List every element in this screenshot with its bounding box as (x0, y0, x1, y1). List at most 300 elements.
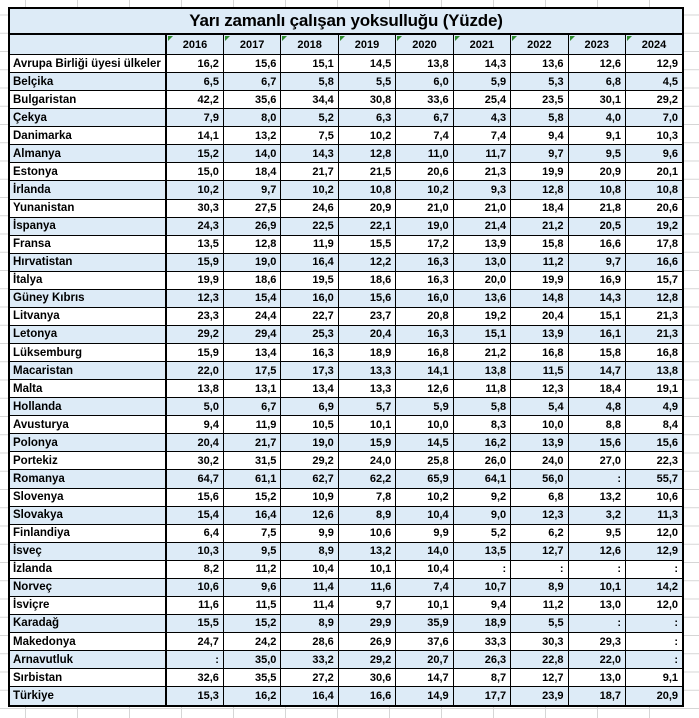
value-cell[interactable]: 18,6 (338, 271, 395, 289)
value-cell[interactable]: 9,4 (511, 127, 568, 145)
value-cell[interactable]: 30,8 (338, 91, 395, 109)
value-cell[interactable]: 12,8 (338, 145, 395, 163)
value-cell[interactable]: 15,8 (568, 344, 625, 362)
value-cell[interactable]: 12,6 (281, 506, 338, 524)
country-cell[interactable]: Malta (9, 380, 166, 398)
value-cell[interactable]: : (166, 651, 223, 669)
value-cell[interactable]: 10,4 (396, 560, 453, 578)
value-cell[interactable]: 4,8 (568, 398, 625, 416)
value-cell[interactable]: 23,5 (511, 91, 568, 109)
value-cell[interactable]: 9,6 (223, 578, 280, 596)
country-cell[interactable]: Almanya (9, 145, 166, 163)
country-cell[interactable]: İtalya (9, 271, 166, 289)
value-cell[interactable]: 24,6 (281, 199, 338, 217)
value-cell[interactable]: 14,1 (396, 362, 453, 380)
value-cell[interactable]: 19,0 (223, 253, 280, 271)
value-cell[interactable]: 32,6 (166, 669, 223, 687)
value-cell[interactable]: 23,7 (338, 307, 395, 325)
value-cell[interactable]: 11,2 (511, 596, 568, 614)
value-cell[interactable]: 16,2 (453, 434, 510, 452)
country-cell[interactable]: Çekya (9, 109, 166, 127)
value-cell[interactable]: 26,9 (338, 633, 395, 651)
value-cell[interactable]: 18,9 (338, 344, 395, 362)
value-cell[interactable]: 4,9 (626, 398, 684, 416)
value-cell[interactable]: 13,3 (338, 362, 395, 380)
value-cell[interactable]: 12,3 (511, 506, 568, 524)
value-cell[interactable]: 16,0 (396, 289, 453, 307)
value-cell[interactable]: 15,8 (511, 235, 568, 253)
value-cell[interactable]: 9,7 (223, 181, 280, 199)
value-cell[interactable]: 10,0 (396, 416, 453, 434)
country-cell[interactable]: İspanya (9, 217, 166, 235)
value-cell[interactable]: 20,6 (396, 163, 453, 181)
value-cell[interactable]: 6,9 (281, 398, 338, 416)
value-cell[interactable]: 9,0 (453, 506, 510, 524)
value-cell[interactable]: 12,8 (626, 289, 684, 307)
country-cell[interactable]: Polonya (9, 434, 166, 452)
value-cell[interactable]: 27,0 (568, 452, 625, 470)
value-cell[interactable]: 24,3 (166, 217, 223, 235)
value-cell[interactable]: 17,3 (281, 362, 338, 380)
value-cell[interactable]: 17,2 (396, 235, 453, 253)
year-header-2024[interactable] (626, 34, 684, 55)
value-cell[interactable]: 62,2 (338, 470, 395, 488)
value-cell[interactable]: 18,4 (568, 380, 625, 398)
value-cell[interactable]: 16,3 (396, 271, 453, 289)
value-cell[interactable]: 10,8 (568, 181, 625, 199)
country-cell[interactable]: Lüksemburg (9, 344, 166, 362)
value-cell[interactable]: 37,6 (396, 633, 453, 651)
country-cell[interactable]: İzlanda (9, 560, 166, 578)
value-cell[interactable]: 11,2 (223, 560, 280, 578)
country-cell[interactable]: Bulgaristan (9, 91, 166, 109)
value-cell[interactable]: 14,5 (396, 434, 453, 452)
value-cell[interactable]: 10,1 (338, 560, 395, 578)
value-cell[interactable]: 19,5 (281, 271, 338, 289)
value-cell[interactable]: 12,7 (511, 669, 568, 687)
country-cell[interactable]: Litvanya (9, 307, 166, 325)
value-cell[interactable]: 21,2 (453, 344, 510, 362)
country-cell[interactable]: Macaristan (9, 362, 166, 380)
value-cell[interactable]: 16,4 (223, 506, 280, 524)
value-cell[interactable]: 16,9 (568, 271, 625, 289)
value-cell[interactable]: 4,0 (568, 109, 625, 127)
value-cell[interactable]: 16,8 (511, 344, 568, 362)
year-header-2017[interactable] (223, 34, 280, 55)
value-cell[interactable]: 22,0 (568, 651, 625, 669)
value-cell[interactable]: 7,5 (223, 524, 280, 542)
value-cell[interactable]: 30,3 (511, 633, 568, 651)
value-cell[interactable]: 13,8 (626, 362, 684, 380)
value-cell[interactable]: 5,5 (511, 614, 568, 632)
value-cell[interactable]: 3,2 (568, 506, 625, 524)
value-cell[interactable]: 22,3 (626, 452, 684, 470)
value-cell[interactable]: 4,5 (626, 73, 684, 91)
country-cell[interactable]: Hırvatistan (9, 253, 166, 271)
value-cell[interactable]: 9,4 (166, 416, 223, 434)
value-cell[interactable]: 10,3 (166, 542, 223, 560)
value-cell[interactable]: 24,2 (223, 633, 280, 651)
value-cell[interactable]: 35,6 (223, 91, 280, 109)
value-cell[interactable]: 29,2 (626, 91, 684, 109)
value-cell[interactable]: : (453, 560, 510, 578)
value-cell[interactable]: 33,2 (281, 651, 338, 669)
value-cell[interactable]: 15,6 (166, 488, 223, 506)
value-cell[interactable]: 16,0 (281, 289, 338, 307)
value-cell[interactable]: 15,1 (568, 307, 625, 325)
value-cell[interactable]: 10,2 (166, 181, 223, 199)
value-cell[interactable]: 21,3 (453, 163, 510, 181)
country-cell[interactable]: Estonya (9, 163, 166, 181)
value-cell[interactable]: 29,3 (568, 633, 625, 651)
value-cell[interactable]: 61,1 (223, 470, 280, 488)
value-cell[interactable]: 14,9 (396, 687, 453, 706)
value-cell[interactable]: 13,2 (568, 488, 625, 506)
country-cell[interactable]: Slovakya (9, 506, 166, 524)
value-cell[interactable]: 14,2 (626, 578, 684, 596)
value-cell[interactable]: 14,7 (396, 669, 453, 687)
value-cell[interactable]: 15,1 (281, 55, 338, 73)
value-cell[interactable]: 10,4 (281, 560, 338, 578)
value-cell[interactable]: 64,7 (166, 470, 223, 488)
value-cell[interactable]: 17,8 (626, 235, 684, 253)
value-cell[interactable]: 10,4 (396, 506, 453, 524)
value-cell[interactable]: 15,6 (626, 434, 684, 452)
value-cell[interactable]: 10,2 (281, 181, 338, 199)
value-cell[interactable]: 30,2 (166, 452, 223, 470)
value-cell[interactable]: 13,2 (223, 127, 280, 145)
value-cell[interactable]: 21,8 (568, 199, 625, 217)
value-cell[interactable]: 10,5 (281, 416, 338, 434)
value-cell[interactable]: 10,8 (626, 181, 684, 199)
value-cell[interactable]: : (511, 560, 568, 578)
value-cell[interactable]: 9,1 (626, 669, 684, 687)
value-cell[interactable]: 6,8 (511, 488, 568, 506)
value-cell[interactable]: 19,0 (281, 434, 338, 452)
value-cell[interactable]: 10,2 (338, 127, 395, 145)
value-cell[interactable]: 5,2 (453, 524, 510, 542)
value-cell[interactable]: 26,0 (453, 452, 510, 470)
value-cell[interactable]: 13,6 (511, 55, 568, 73)
country-cell[interactable]: İsveç (9, 542, 166, 560)
value-cell[interactable]: 10,2 (396, 181, 453, 199)
value-cell[interactable]: 13,4 (223, 344, 280, 362)
country-cell[interactable]: Fransa (9, 235, 166, 253)
value-cell[interactable]: 33,6 (396, 91, 453, 109)
value-cell[interactable]: 29,2 (166, 325, 223, 343)
value-cell[interactable]: 5,0 (166, 398, 223, 416)
value-cell[interactable]: 13,9 (511, 434, 568, 452)
value-cell[interactable]: 22,0 (166, 362, 223, 380)
value-cell[interactable]: 25,3 (281, 325, 338, 343)
value-cell[interactable]: 5,9 (453, 73, 510, 91)
value-cell[interactable]: 24,0 (511, 452, 568, 470)
value-cell[interactable]: 18,4 (223, 163, 280, 181)
value-cell[interactable]: 11,7 (453, 145, 510, 163)
value-cell[interactable]: 11,3 (626, 506, 684, 524)
value-cell[interactable]: 12,8 (223, 235, 280, 253)
value-cell[interactable]: 9,7 (338, 596, 395, 614)
value-cell[interactable]: 22,8 (511, 651, 568, 669)
year-header-2018[interactable] (281, 34, 338, 55)
value-cell[interactable]: 21,5 (338, 163, 395, 181)
value-cell[interactable]: 9,3 (453, 181, 510, 199)
value-cell[interactable]: 65,9 (396, 470, 453, 488)
value-cell[interactable]: 20,8 (396, 307, 453, 325)
country-cell[interactable]: Yunanistan (9, 199, 166, 217)
value-cell[interactable]: 10,1 (396, 596, 453, 614)
value-cell[interactable]: 14,3 (568, 289, 625, 307)
year-header-2021[interactable] (453, 34, 510, 55)
value-cell[interactable]: 9,5 (223, 542, 280, 560)
value-cell[interactable]: 11,5 (223, 596, 280, 614)
country-cell[interactable]: Sırbistan (9, 669, 166, 687)
value-cell[interactable]: 26,3 (453, 651, 510, 669)
value-cell[interactable]: 20,7 (396, 651, 453, 669)
year-header-2020[interactable] (396, 34, 453, 55)
country-cell[interactable]: Güney Kıbrıs (9, 289, 166, 307)
value-cell[interactable]: 20,9 (626, 687, 684, 706)
value-cell[interactable]: 12,3 (511, 380, 568, 398)
value-cell[interactable]: 11,4 (281, 596, 338, 614)
value-cell[interactable]: 7,9 (166, 109, 223, 127)
value-cell[interactable]: 15,7 (626, 271, 684, 289)
value-cell[interactable]: 8,9 (338, 506, 395, 524)
value-cell[interactable]: 11,9 (281, 235, 338, 253)
value-cell[interactable]: 13,3 (338, 380, 395, 398)
value-cell[interactable]: 15,0 (166, 163, 223, 181)
country-cell[interactable]: Finlandiya (9, 524, 166, 542)
country-cell[interactable]: Norveç (9, 578, 166, 596)
country-cell[interactable]: Arnavutluk (9, 651, 166, 669)
value-cell[interactable]: 5,2 (281, 109, 338, 127)
value-cell[interactable]: 10,7 (453, 578, 510, 596)
value-cell[interactable]: 33,3 (453, 633, 510, 651)
value-cell[interactable]: 11,6 (338, 578, 395, 596)
value-cell[interactable]: 12,6 (568, 542, 625, 560)
value-cell[interactable]: : (626, 614, 684, 632)
value-cell[interactable]: 34,4 (281, 91, 338, 109)
value-cell[interactable]: 20,0 (453, 271, 510, 289)
value-cell[interactable]: 15,9 (338, 434, 395, 452)
value-cell[interactable]: 5,3 (511, 73, 568, 91)
value-cell[interactable]: 35,0 (223, 651, 280, 669)
corner-cell[interactable] (9, 34, 166, 55)
value-cell[interactable]: 27,2 (281, 669, 338, 687)
value-cell[interactable]: 9,5 (568, 524, 625, 542)
country-cell[interactable]: Avusturya (9, 416, 166, 434)
value-cell[interactable]: 14,0 (223, 145, 280, 163)
value-cell[interactable]: 10,1 (568, 578, 625, 596)
value-cell[interactable]: 5,8 (453, 398, 510, 416)
value-cell[interactable]: 15,3 (166, 687, 223, 706)
value-cell[interactable]: 9,2 (453, 488, 510, 506)
value-cell[interactable]: 5,7 (338, 398, 395, 416)
value-cell[interactable]: 8,4 (626, 416, 684, 434)
value-cell[interactable]: 6,3 (338, 109, 395, 127)
country-cell[interactable]: Letonya (9, 325, 166, 343)
value-cell[interactable]: 19,9 (166, 271, 223, 289)
value-cell[interactable]: 10,8 (338, 181, 395, 199)
value-cell[interactable]: 20,5 (568, 217, 625, 235)
value-cell[interactable]: 8,3 (453, 416, 510, 434)
value-cell[interactable]: 5,9 (396, 398, 453, 416)
value-cell[interactable]: 12,3 (166, 289, 223, 307)
country-cell[interactable]: Türkiye (9, 687, 166, 706)
value-cell[interactable]: 14,3 (281, 145, 338, 163)
value-cell[interactable]: 7,4 (396, 578, 453, 596)
value-cell[interactable]: 9,1 (568, 127, 625, 145)
value-cell[interactable]: 6,4 (166, 524, 223, 542)
value-cell[interactable]: 4,3 (453, 109, 510, 127)
value-cell[interactable]: 13,6 (453, 289, 510, 307)
value-cell[interactable]: 17,5 (223, 362, 280, 380)
value-cell[interactable]: 6,7 (223, 398, 280, 416)
value-cell[interactable]: 20,4 (166, 434, 223, 452)
value-cell[interactable]: 12,6 (568, 55, 625, 73)
value-cell[interactable]: 35,9 (396, 614, 453, 632)
value-cell[interactable]: 9,5 (568, 145, 625, 163)
value-cell[interactable]: 16,4 (281, 687, 338, 706)
value-cell[interactable]: 13,8 (396, 55, 453, 73)
value-cell[interactable]: 15,4 (166, 506, 223, 524)
value-cell[interactable]: 24,0 (338, 452, 395, 470)
value-cell[interactable]: 9,6 (626, 145, 684, 163)
value-cell[interactable]: 19,2 (626, 217, 684, 235)
value-cell[interactable]: 8,9 (511, 578, 568, 596)
value-cell[interactable]: 13,2 (338, 542, 395, 560)
value-cell[interactable]: 26,9 (223, 217, 280, 235)
year-header-2019[interactable] (338, 34, 395, 55)
value-cell[interactable]: 10,6 (166, 578, 223, 596)
value-cell[interactable]: 16,3 (281, 344, 338, 362)
value-cell[interactable]: 15,4 (223, 289, 280, 307)
country-cell[interactable]: Hollanda (9, 398, 166, 416)
value-cell[interactable]: 14,3 (453, 55, 510, 73)
value-cell[interactable]: 29,2 (338, 651, 395, 669)
value-cell[interactable]: 23,3 (166, 307, 223, 325)
value-cell[interactable]: 30,6 (338, 669, 395, 687)
value-cell[interactable]: 9,4 (453, 596, 510, 614)
value-cell[interactable]: 20,9 (338, 199, 395, 217)
value-cell[interactable]: 10,1 (338, 416, 395, 434)
value-cell[interactable]: 9,7 (511, 145, 568, 163)
value-cell[interactable]: 20,1 (626, 163, 684, 181)
year-header-2022[interactable] (511, 34, 568, 55)
value-cell[interactable]: 25,4 (453, 91, 510, 109)
value-cell[interactable]: 8,0 (223, 109, 280, 127)
value-cell[interactable]: 27,5 (223, 199, 280, 217)
country-cell[interactable]: Makedonya (9, 633, 166, 651)
value-cell[interactable]: 20,4 (511, 307, 568, 325)
value-cell[interactable]: 16,3 (396, 325, 453, 343)
value-cell[interactable]: 10,6 (626, 488, 684, 506)
value-cell[interactable]: 16,8 (396, 344, 453, 362)
value-cell[interactable]: 20,6 (626, 199, 684, 217)
value-cell[interactable]: 11,0 (396, 145, 453, 163)
value-cell[interactable]: 6,5 (166, 73, 223, 91)
value-cell[interactable]: 15,5 (166, 614, 223, 632)
value-cell[interactable]: 10,0 (511, 416, 568, 434)
value-cell[interactable]: 8,9 (281, 542, 338, 560)
value-cell[interactable]: 12,0 (626, 524, 684, 542)
value-cell[interactable]: 29,2 (281, 452, 338, 470)
value-cell[interactable]: 22,1 (338, 217, 395, 235)
value-cell[interactable]: 6,2 (511, 524, 568, 542)
value-cell[interactable]: 11,8 (453, 380, 510, 398)
value-cell[interactable]: 20,4 (338, 325, 395, 343)
value-cell[interactable]: 30,1 (568, 91, 625, 109)
value-cell[interactable]: 13,8 (453, 362, 510, 380)
value-cell[interactable]: 16,1 (568, 325, 625, 343)
value-cell[interactable]: 14,0 (396, 542, 453, 560)
value-cell[interactable]: 64,1 (453, 470, 510, 488)
value-cell[interactable]: 13,9 (453, 235, 510, 253)
country-cell[interactable]: İsviçre (9, 596, 166, 614)
value-cell[interactable]: 62,7 (281, 470, 338, 488)
value-cell[interactable]: 21,7 (281, 163, 338, 181)
value-cell[interactable]: 12,2 (338, 253, 395, 271)
value-cell[interactable]: 18,9 (453, 614, 510, 632)
country-cell[interactable]: Karadağ (9, 614, 166, 632)
value-cell[interactable]: 12,9 (626, 542, 684, 560)
value-cell[interactable]: 6,7 (396, 109, 453, 127)
value-cell[interactable]: 16,8 (626, 344, 684, 362)
value-cell[interactable]: 19,9 (511, 163, 568, 181)
value-cell[interactable]: 18,7 (568, 687, 625, 706)
value-cell[interactable]: 7,4 (396, 127, 453, 145)
value-cell[interactable]: 15,9 (166, 344, 223, 362)
value-cell[interactable]: 11,5 (511, 362, 568, 380)
value-cell[interactable]: 29,9 (338, 614, 395, 632)
value-cell[interactable]: 13,0 (453, 253, 510, 271)
value-cell[interactable]: 10,2 (396, 488, 453, 506)
year-header-2023[interactable] (568, 34, 625, 55)
value-cell[interactable]: 19,9 (511, 271, 568, 289)
value-cell[interactable]: : (626, 651, 684, 669)
value-cell[interactable]: 15,2 (223, 488, 280, 506)
value-cell[interactable]: 12,0 (626, 596, 684, 614)
value-cell[interactable]: 10,3 (626, 127, 684, 145)
year-header-2016[interactable] (166, 34, 223, 55)
value-cell[interactable]: 11,9 (223, 416, 280, 434)
value-cell[interactable]: 12,6 (396, 380, 453, 398)
value-cell[interactable]: 14,1 (166, 127, 223, 145)
country-cell[interactable]: Avrupa Birliği üyesi ülkeler (9, 55, 166, 73)
value-cell[interactable]: 30,3 (166, 199, 223, 217)
value-cell[interactable]: 13,9 (511, 325, 568, 343)
value-cell[interactable]: 12,7 (511, 542, 568, 560)
country-cell[interactable]: Romanya (9, 470, 166, 488)
value-cell[interactable]: 17,7 (453, 687, 510, 706)
value-cell[interactable]: 16,6 (626, 253, 684, 271)
value-cell[interactable]: 15,6 (338, 289, 395, 307)
value-cell[interactable]: 55,7 (626, 470, 684, 488)
value-cell[interactable]: 12,8 (511, 181, 568, 199)
value-cell[interactable]: 6,7 (223, 73, 280, 91)
value-cell[interactable]: 9,7 (568, 253, 625, 271)
country-cell[interactable]: İrlanda (9, 181, 166, 199)
value-cell[interactable]: 16,3 (396, 253, 453, 271)
value-cell[interactable]: 16,6 (568, 235, 625, 253)
value-cell[interactable]: 11,4 (281, 578, 338, 596)
value-cell[interactable]: 23,9 (511, 687, 568, 706)
value-cell[interactable]: 21,0 (453, 199, 510, 217)
value-cell[interactable]: 16,4 (281, 253, 338, 271)
value-cell[interactable]: 35,5 (223, 669, 280, 687)
value-cell[interactable]: 22,5 (281, 217, 338, 235)
value-cell[interactable]: 15,6 (223, 55, 280, 73)
